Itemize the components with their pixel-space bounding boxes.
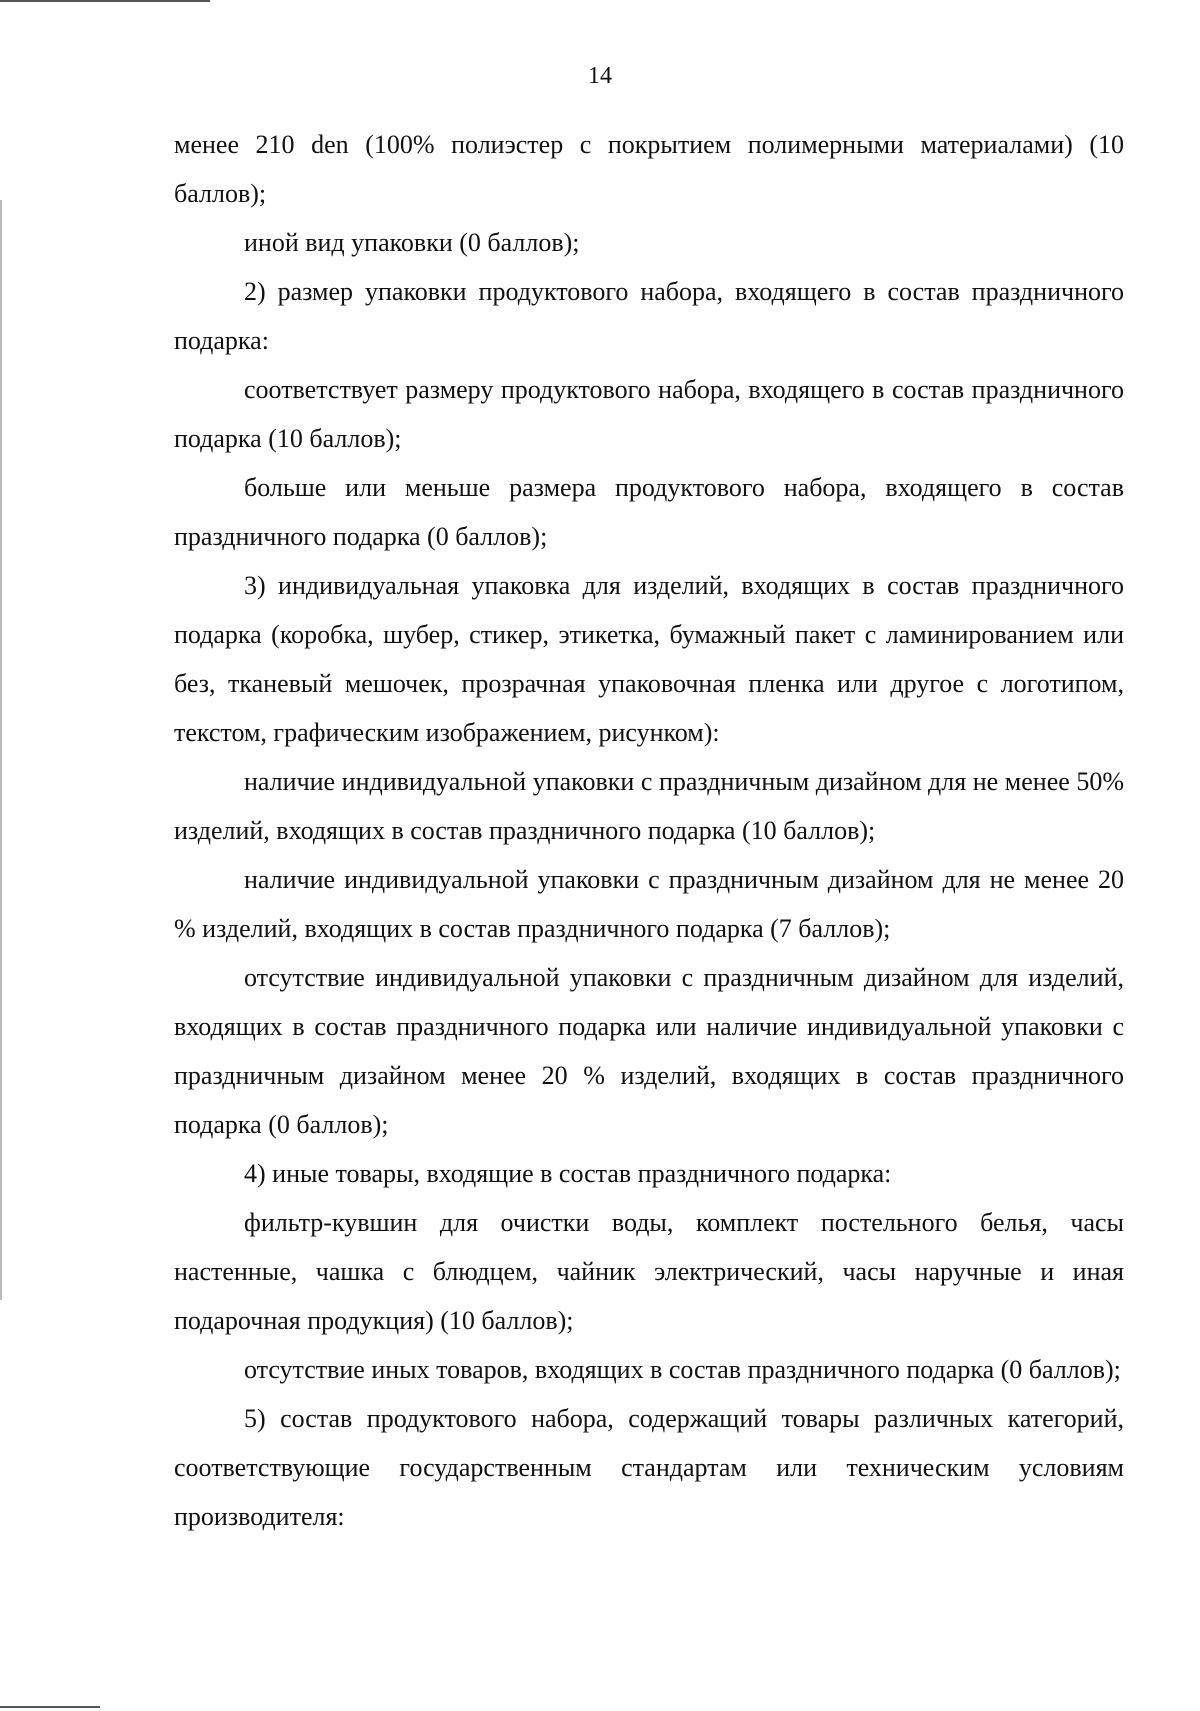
paragraph: 4) иные товары, входящие в состав праздничного подарка: xyxy=(244,1159,892,1188)
paragraph: фильтр-кувшин для очистки воды, комплект постельного белья, часы настенные, чашка с блюдцем, чайник электрический, часы наручные и иная подарочная продукция) (10 баллов); xyxy=(174,1208,1124,1335)
paragraph: больше или меньше размера продуктового набора, входящего в состав праздничного подарка (0 баллов); xyxy=(174,473,1124,551)
paragraph: иной вид упаковки (0 баллов); xyxy=(244,228,580,257)
scan-artifact-left-edge xyxy=(0,200,2,1300)
paragraph: наличие индивидуальной упаковки с праздничным дизайном для не менее 50% изделий, входящих в состав праздничного подарка (10 баллов); xyxy=(174,767,1124,845)
paragraph: 2) размер упаковки продуктового набора, входящего в состав праздничного подарка: xyxy=(174,277,1124,355)
document-body xyxy=(174,120,1124,1541)
paragraph: 3) индивидуальная упаковка для изделий, входящих в состав праздничного подарка (коробка, шубер, стикер, этикетка, бумажный пакет с ламинированием или без, тканевый мешочек, прозрачная упаковочная пленка или другое с логотипом, текстом, графическим изображением, рисунком): xyxy=(174,571,1124,747)
scan-artifact-bottom-line xyxy=(0,1706,100,1708)
page-number: 14 xyxy=(588,63,612,89)
paragraph: наличие индивидуальной упаковки с праздничным дизайном для не менее 20 % изделий, входящих в состав праздничного подарка (7 баллов); xyxy=(174,865,1124,943)
scan-artifact-top-line xyxy=(0,0,210,2)
paragraph: соответствует размеру продуктового набора, входящего в состав праздничного подарка (10 баллов); xyxy=(174,375,1124,453)
paragraph: 5) состав продуктового набора, содержащий товары различных категорий, соответствующие государственным стандартам или техническим условиям производителя: xyxy=(174,1404,1124,1531)
paragraph: менее 210 den (100% полиэстер с покрытием полимерными материалами) (10 баллов); xyxy=(174,130,1124,208)
paragraph: отсутствие индивидуальной упаковки с праздничным дизайном для изделий, входящих в состав праздничного подарка или наличие индивидуальной упаковки с праздничным дизайном менее 20 % изделий, входящих в состав праздничного подарка (0 баллов); xyxy=(174,963,1124,1139)
paragraph: отсутствие иных товаров, входящих в состав праздничного подарка (0 баллов); xyxy=(244,1355,1121,1384)
